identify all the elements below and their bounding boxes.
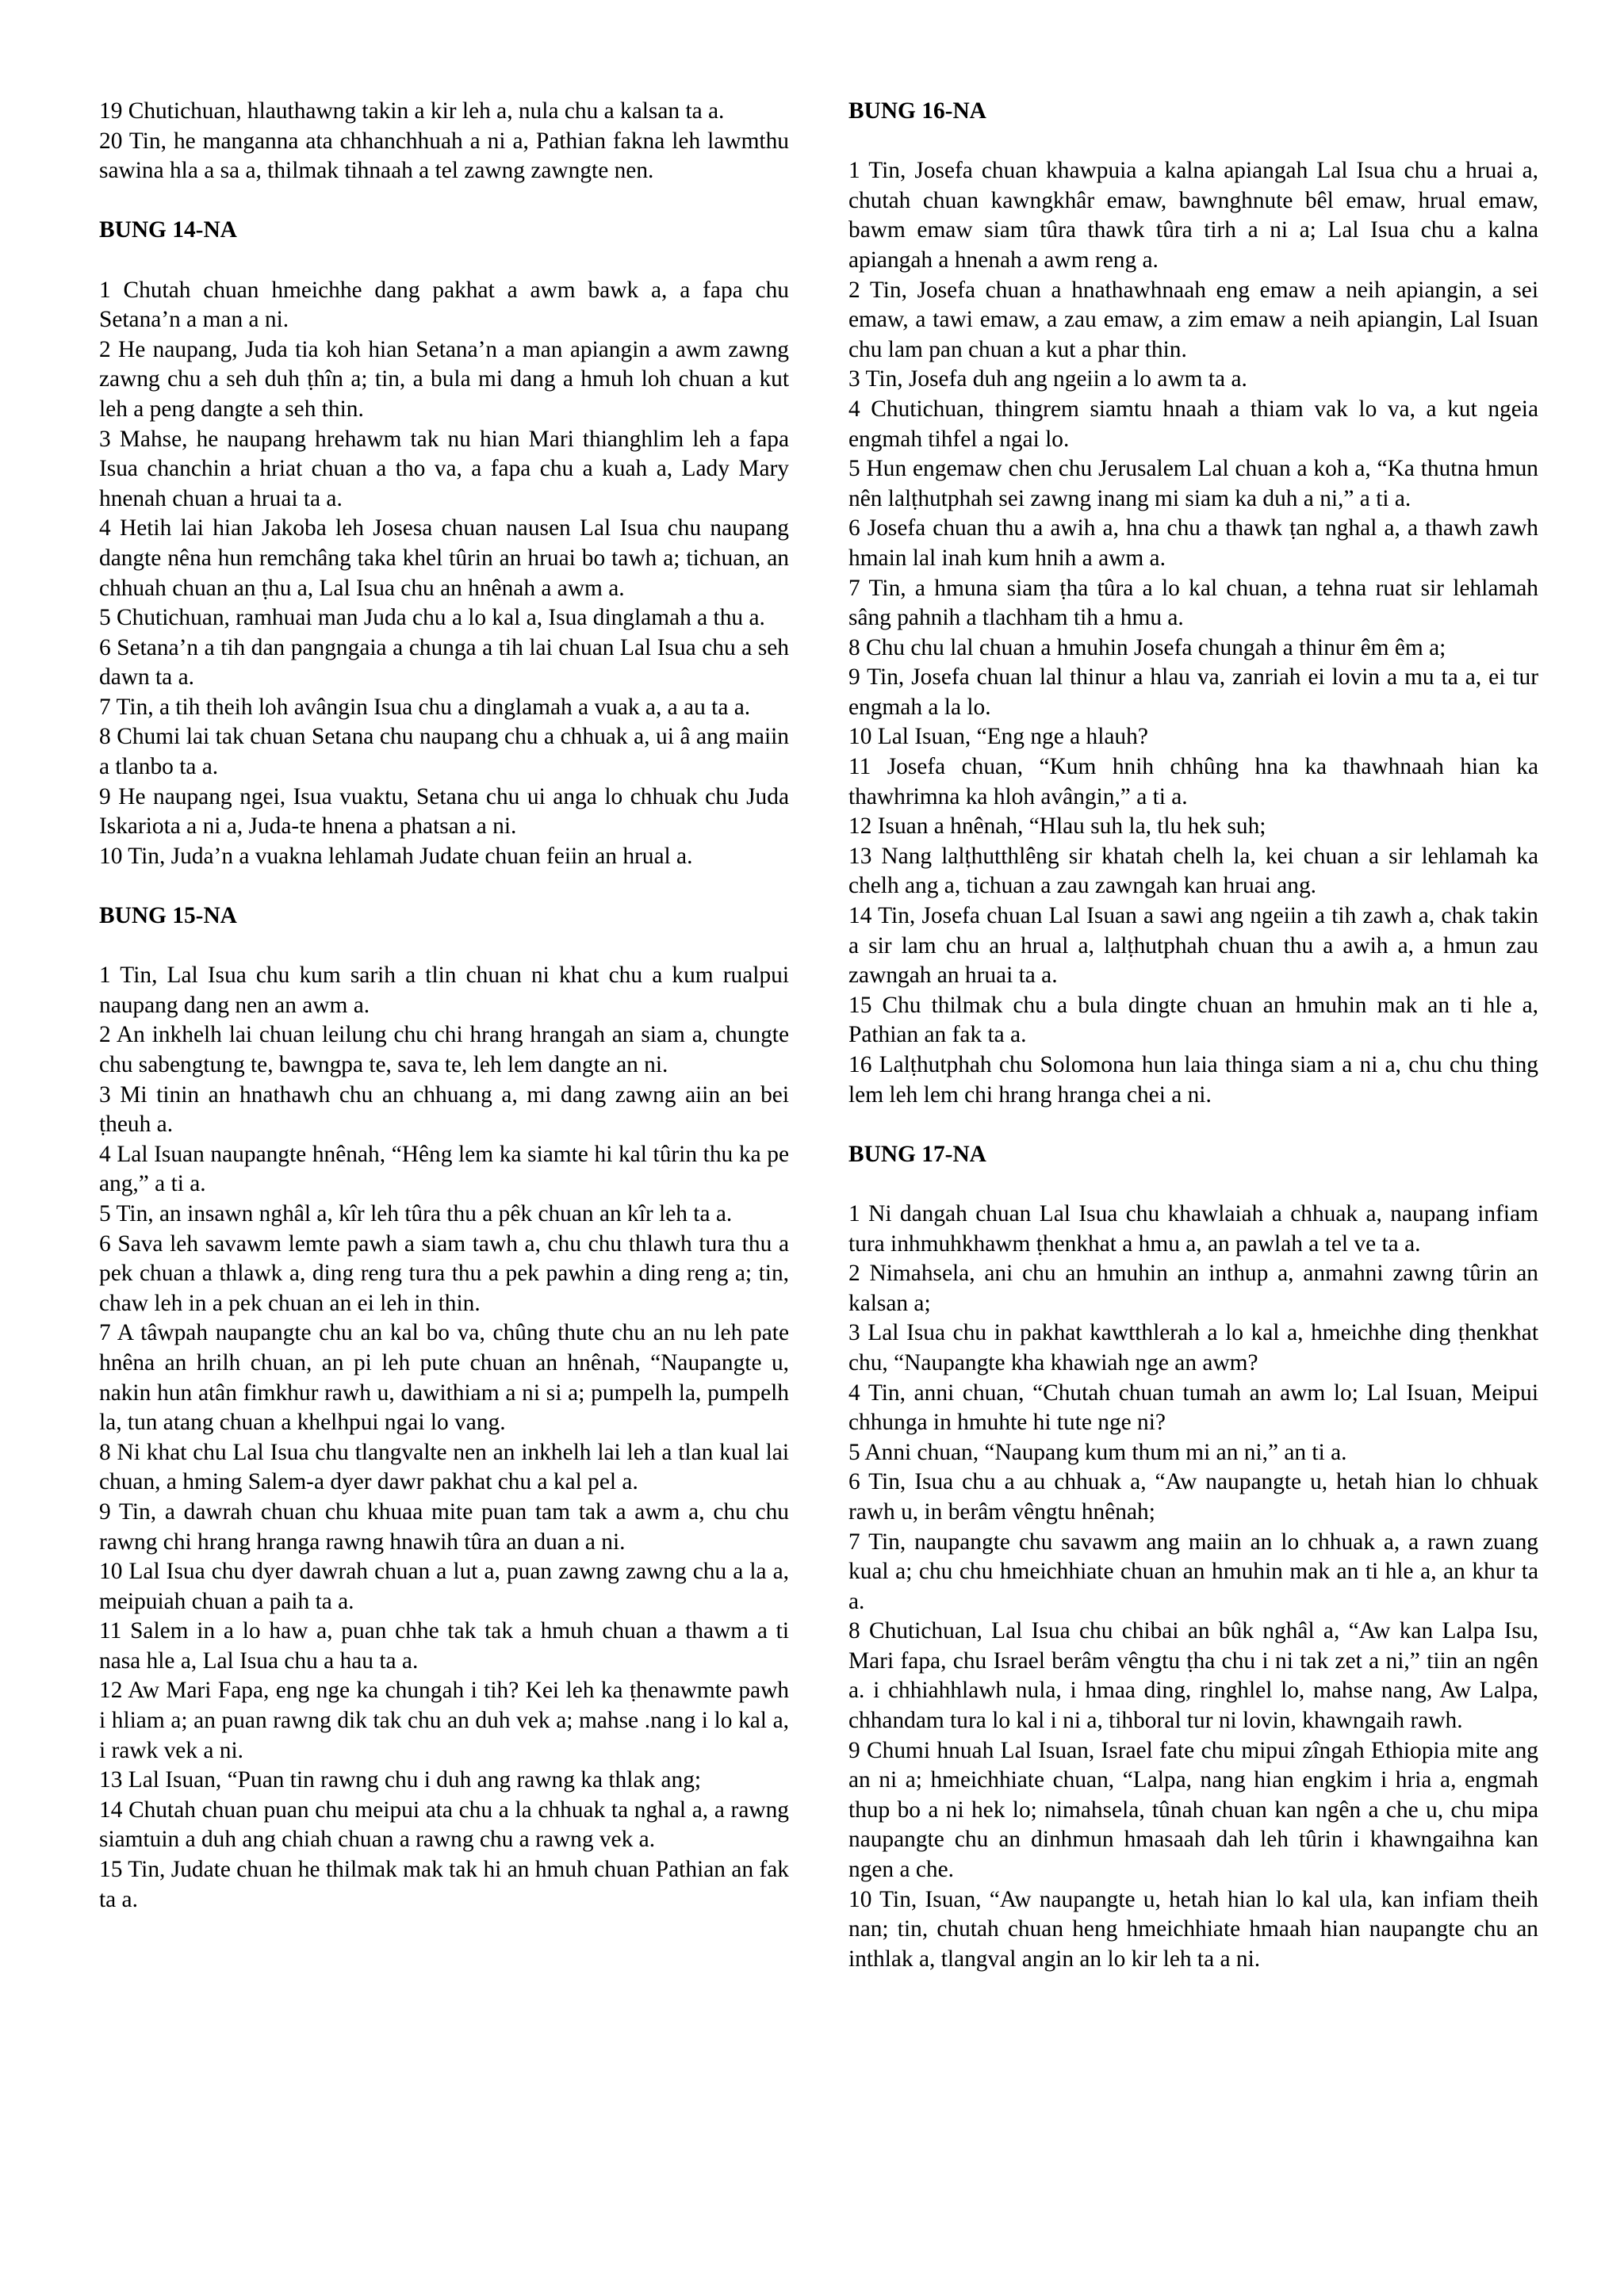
verse: 2 He naupang, Juda tia koh hian Setana’n a man apiangin a awm zawng zawng chu a seh duh ṭhîn a; tin, a bula mi dang a hmuh loh chuan a kut leh a peng dangte a seh thin. <box>99 336 789 422</box>
chapter-section <box>99 216 789 871</box>
chapter-section <box>848 97 1538 1110</box>
verse: 9 Tin, a dawrah chuan chu khuaa mite puan tam tak a awm a, chu chu rawng chi hrang hranga rawng hnawih tûra an duan a ni. <box>99 1498 789 1555</box>
left-column <box>99 97 789 1915</box>
verse: 7 A tâwpah naupangte chu an kal bo va, chûng thute chu an nu leh pate hnêna an hrilh chuan, an pi leh pute chuan an hnênah, “Naupangte u, nakin hun atân fimkhur rawh u, dawithiam a ni si a; pumpelh la, pumpelh la, tun atang chuan a khelhpui ngai lo vang. <box>99 1320 789 1436</box>
verse: 10 Lal Isuan, “Eng nge a hlauh? <box>848 724 1148 750</box>
verse: 11 Josefa chuan, “Kum hnih chhûng hna ka thawhnaah hian ka thawhrimna ka hloh avângin,” a ti a. <box>848 754 1538 809</box>
verse: 3 Lal Isua chu in pakhat kawtthlerah a lo kal a, hmeichhe ding ṭhenkhat chu, “Naupangte kha khawiah nge an awm? <box>848 1320 1538 1376</box>
right-column <box>848 97 1538 1974</box>
verse: 4 Hetih lai hian Jakoba leh Josesa chuan nausen Lal Isua chu naupang dangte nêna hun remchâng taka khel tûrin an hruai bo tawh a; tichuan, an chhuah chuan an ṭhu a, Lal Isua chu an hnênah a awm a. <box>99 515 789 601</box>
verse: 20 Tin, he manganna ata chhanchhuah a ni a, Pathian fakna leh lawmthu sawina hla a sa a, thilmak tihnaah a tel zawng zawngte nen. <box>99 128 789 184</box>
verse: 3 Mi tinin an hnathawh chu an chhuang a, mi dang zawng aiin an bei ṭheuh a. <box>99 1081 789 1138</box>
verse: 10 Lal Isua chu dyer dawrah chuan a lut a, puan zawng zawng chu a la a, meipuiah chuan a paih ta a. <box>99 1559 789 1614</box>
intro-verses <box>99 97 789 186</box>
verse: 1 Chutah chuan hmeichhe dang pakhat a awm bawk a, a fapa chu Setana’n a man a ni. <box>99 277 789 333</box>
verse: 2 An inkhelh lai chuan leilung chu chi hrang hrangah an siam a, chungte chu sabengtung te, bawngpa te, sava te, leh lem dangte an ni. <box>99 1022 789 1077</box>
verse: 4 Tin, anni chuan, “Chutah chuan tumah an awm lo; Lal Isuan, Meipui chhunga in hmuhte hi tute nge ni? <box>848 1380 1538 1436</box>
chapter-heading: BUNG 16-NA <box>848 98 986 124</box>
chapter-section <box>99 901 789 1915</box>
verse: 1 Ni dangah chuan Lal Isua chu khawlaiah a chhuak a, naupang infiam tura inhmuhkhawm ṭhenkhat a hmu a, an pawlah a tel ve ta a. <box>848 1200 1538 1257</box>
verse: 19 Chutichuan, hlauthawng takin a kir leh a, nula chu a kalsan ta a. <box>99 98 725 124</box>
verse: 13 Lal Isuan, “Puan tin rawng chu i duh ang rawng ka thlak ang; <box>99 1767 702 1793</box>
verse: 15 Chu thilmak chu a bula dingte chuan an hmuhin mak an ti hle a, Pathian an fak ta a. <box>848 992 1538 1048</box>
verse: 10 Tin, Isuan, “Aw naupangte u, hetah hian lo kal ula, kan infiam theih nan; tin, chutah chuan heng hmeichhiate hmaah hian naupangte chu an inthlak a, tlangval angin an lo kir leh ta a ni. <box>848 1886 1538 1972</box>
verse: 7 Tin, naupangte chu savawm ang maiin an lo chhuak a, a rawn zuang kual a; chu chu hmeichhiate chuan an hmuhin mak an ti hle a, an khur ta a. <box>848 1529 1538 1614</box>
verse: 12 Isuan a hnênah, “Hlau suh la, tlu hek suh; <box>848 813 1266 840</box>
verse: 14 Tin, Josefa chuan Lal Isuan a sawi ang ngeiin a tih zawh a, chak takin a sir lam chu an hrual a, lalṭhutphah chuan thu a awih a, a hmun zau zawngah an hruai ta a. <box>848 903 1538 989</box>
chapter-heading: BUNG 17-NA <box>848 1141 986 1167</box>
verse: 5 Anni chuan, “Naupang kum thum mi an ni,” an ti a. <box>848 1439 1347 1465</box>
chapter-heading: BUNG 14-NA <box>99 217 237 243</box>
verse: 4 Lal Isuan naupangte hnênah, “Hêng lem ka siamte hi kal tûrin thu ka pe ang,” a ti a. <box>99 1141 789 1197</box>
verse: 3 Tin, Josefa duh ang ngeiin a lo awm ta a. <box>848 366 1247 392</box>
verse: 9 He naupang ngei, Isua vuaktu, Setana chu ui anga lo chhuak chu Juda Iskariota a ni a, Juda-te hnena a phatsan a ni. <box>99 783 789 840</box>
verse: 5 Hun engemaw chen chu Jerusalem Lal chuan a koh a, “Ka thutna hmun nên lalṭhutphah sei zawng inang mi siam ka duh a ni,” a ti a. <box>848 456 1538 511</box>
verse: 6 Sava leh savawm lemte pawh a siam tawh a, chu chu thlawh tura thu a pek chuan a thlawk a, ding reng tura thu a pek pawhin a ding reng a; tin, chaw leh in a pek chuan an ei leh in thin. <box>99 1230 789 1316</box>
verse: 13 Nang lalṭhutthlêng sir khatah chelh la, kei chuan a sir lehlamah ka chelh ang a, tichuan a zau zawngah kan hruai ang. <box>848 843 1538 899</box>
verse: 10 Tin, Juda’n a vuakna lehlamah Judate chuan feiin an hrual a. <box>99 843 693 869</box>
verse: 2 Tin, Josefa chuan a hnathawhnaah eng emaw a neih apiangin, a sei emaw, a tawi emaw, a zau emaw, a zim emaw a neih apiangin, Lal Isuan chu lam pan chuan a kut a phar thin. <box>848 277 1538 362</box>
verse: 6 Josefa chuan thu a awih a, hna chu a thawk ṭan nghal a, a thawh zawh hmain lal inah kum hnih a awm a. <box>848 515 1538 571</box>
verse: 6 Setana’n a tih dan pangngaia a chunga a tih lai chuan Lal Isua chu a seh dawn ta a. <box>99 634 789 691</box>
verse: 5 Tin, an insawn nghâl a, kîr leh tûra thu a pêk chuan an kîr leh ta a. <box>99 1200 733 1226</box>
verse: 2 Nimahsela, ani chu an hmuhin an inthup a, anmahni zawng tûrin an kalsan a; <box>848 1261 1538 1316</box>
verse: 15 Tin, Judate chuan he thilmak mak tak hi an hmuh chuan Pathian an fak ta a. <box>99 1857 789 1912</box>
verse: 7 Tin, a tih theih loh avângin Isua chu a dinglamah a vuak a, a au ta a. <box>99 694 751 720</box>
verse: 6 Tin, Isua chu a au chhuak a, “Aw naupangte u, hetah hian lo chhuak rawh u, in berâm vêngtu hnênah; <box>848 1469 1538 1525</box>
verse: 14 Chutah chuan puan chu meipui ata chu a la chhuak ta nghal a, a rawng siamtuin a duh ang chiah chuan a rawng chu a rawng vek a. <box>99 1797 789 1853</box>
verse: 1 Tin, Lal Isua chu kum sarih a tlin chuan ni khat chu a kum rualpui naupang dang nen an awm a. <box>99 962 789 1018</box>
verse: 11 Salem in a lo haw a, puan chhe tak tak a hmuh chuan a thawm a ti nasa hle a, Lal Isua chu a hau ta a. <box>99 1618 789 1674</box>
verse: 8 Chu chu lal chuan a hmuhin Josefa chungah a thinur êm êm a; <box>848 634 1446 660</box>
right-sections <box>848 97 1538 1974</box>
chapter-section <box>848 1140 1538 1975</box>
verse: 9 Chumi hnuah Lal Isuan, Israel fate chu mipui zîngah Ethiopia mite ang an ni a; hmeichhiate chuan, “Lalpa, nang hian engkim i hria a, engmah thup bo a ni hek lo; nimahsela, tûnah chuan kan ngên a che u, chu mipa naupangte chu an dinhmun hmasaah dah leh tûrin i khawngaihna kan ngen a che. <box>848 1737 1538 1883</box>
chapter-heading: BUNG 15-NA <box>99 903 237 929</box>
verse: 8 Chumi lai tak chuan Setana chu naupang chu a chhuak a, ui â ang maiin a tlanbo ta a. <box>99 724 789 780</box>
left-sections <box>99 216 789 1915</box>
verse: 16 Lalṭhutphah chu Solomona hun laia thinga siam a ni a, chu chu thing lem leh lem chi hrang hranga chei a ni. <box>848 1052 1538 1108</box>
document-page <box>99 97 1550 2253</box>
verse: 8 Ni khat chu Lal Isua chu tlangvalte nen an inkhelh lai leh a tlan kual lai chuan, a hming Salem-a dyer dawr pakhat chu a kal pel a. <box>99 1439 789 1495</box>
verse: 3 Mahse, he naupang hrehawm tak nu hian Mari thianghlim leh a fapa Isua chanchin a hriat chuan a tho va, a fapa chu a kuah a, Lady Mary hnenah chuan a hruai ta a. <box>99 426 789 511</box>
verse: 1 Tin, Josefa chuan khawpuia a kalna apiangah Lal Isua chu a hruai a, chutah chuan kawngkhâr emaw, bawnghnute bêl emaw, hrual emaw, bawm emaw siam tûra thawk tûra tirh a ni a; Lal Isua chu a kalna apiangah a hnenah a awm reng a. <box>848 158 1538 273</box>
verse: 5 Chutichuan, ramhuai man Juda chu a lo kal a, Isua dinglamah a thu a. <box>99 605 765 631</box>
verse: 9 Tin, Josefa chuan lal thinur a hlau va, zanriah ei lovin a mu ta a, ei tur engmah a la lo. <box>848 664 1538 720</box>
verse: 4 Chutichuan, thingrem siamtu hnaah a thiam vak lo va, a kut ngeia engmah tihfel a ngai lo. <box>848 396 1538 452</box>
verse: 12 Aw Mari Fapa, eng nge ka chungah i tih? Kei leh ka ṭhenawmte pawh i hliam a; an puan rawng dik tak chu an duh vek a; mahse .nang i lo kal a, i rawk vek a ni. <box>99 1678 789 1763</box>
verse: 8 Chutichuan, Lal Isua chu chibai an bûk nghâl a, “Aw kan Lalpa Isu, Mari fapa, chu Israel berâm vêngtu ṭha chu i ni tak zet a ni,” tiin an ngên a. i chhiahhlawh nula, i hmaa ding, ringhlel lo, mahse nang, Aw Lalpa, chhandam tura lo kal i ni a, tihboral tur ni lovin, khawngaih rawh. <box>848 1618 1538 1734</box>
verse: 7 Tin, a hmuna siam ṭha tûra a lo kal chuan, a tehna ruat sir lehlamah sâng pahnih a tlachham tih a hmu a. <box>848 575 1538 631</box>
